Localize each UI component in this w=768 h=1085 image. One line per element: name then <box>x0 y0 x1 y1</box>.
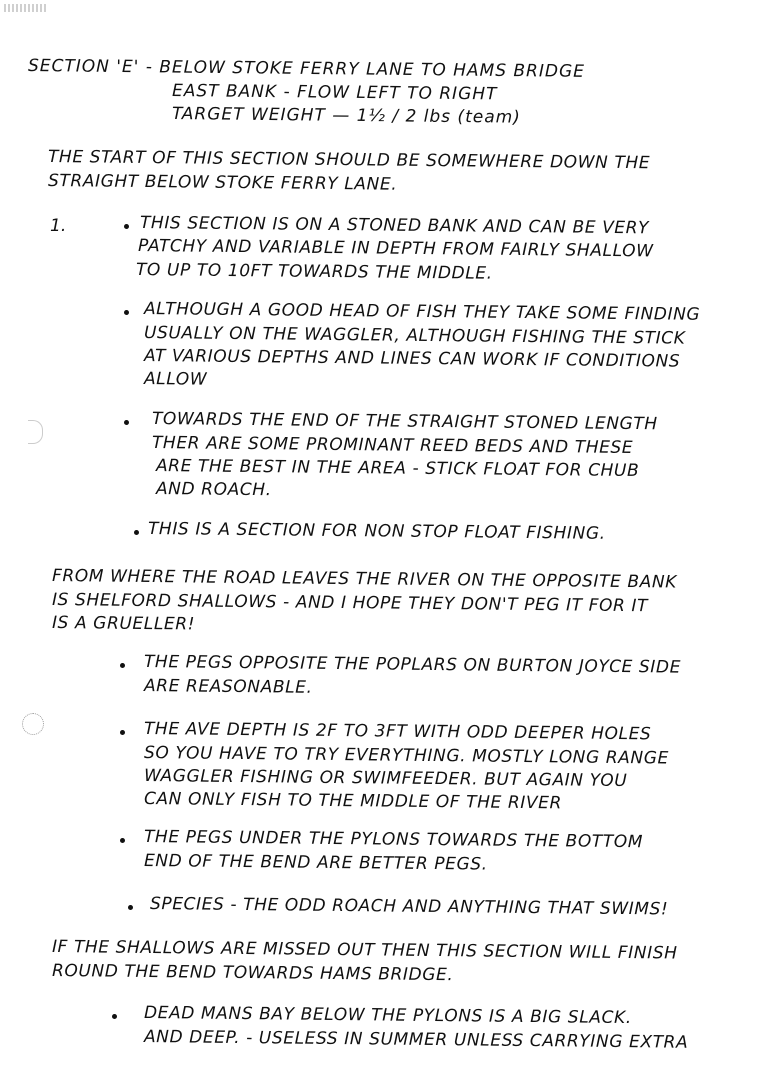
target-weight: TARGET WEIGHT — 1½ / 2 lbs (team) <box>171 104 521 128</box>
bank-flow: EAST BANK - FLOW LEFT TO RIGHT <box>171 81 498 105</box>
bullet-line: USUALLY ON THE WAGGLER, ALTHOUGH FISHING THE STICK <box>143 323 686 349</box>
bullet-line: AT VARIOUS DEPTHS AND LINES CAN WORK IF CONDITIONS <box>143 346 681 372</box>
para-line: ROUND THE BEND TOWARDS HAMS BRIDGE. <box>51 961 454 986</box>
bullet-line: THIS IS A SECTION FOR NON STOP FLOAT FISHING. <box>147 519 606 544</box>
bullet-line: CAN ONLY FISH TO THE MIDDLE OF THE RIVER <box>143 789 563 814</box>
bullet-dot <box>128 905 133 910</box>
bullet-line: ALLOW <box>143 369 208 390</box>
para-line: IS A GRUELLER! <box>51 613 196 635</box>
bullet-line: SO YOU HAVE TO TRY EVERYTHING. MOSTLY LONG RANGE <box>143 743 669 769</box>
para-line: IF THE SHALLOWS ARE MISSED OUT THEN THIS SECTION WILL FINISH <box>51 937 678 964</box>
intro-line: STRAIGHT BELOW STOKE FERRY LANE. <box>47 171 398 195</box>
bullet-line: THIS SECTION IS ON A STONED BANK AND CAN BE VERY <box>139 213 650 239</box>
intro-line: THE START OF THIS SECTION SHOULD BE SOMEWHERE DOWN THE <box>47 147 651 174</box>
bullet-line: ALTHOUGH A GOOD HEAD OF FISH THEY TAKE SOME FINDING <box>143 299 701 325</box>
item-number: 1. <box>50 216 67 236</box>
punch-hole-mark <box>22 713 44 735</box>
bullet-line: AND DEEP. - USELESS IN SUMMER UNLESS CARRYING EXTRA <box>143 1027 689 1053</box>
bullet-dot <box>124 224 129 229</box>
bullet-line: THE AVE DEPTH IS 2F TO 3FT WITH ODD DEEPER HOLES <box>143 719 652 745</box>
bullet-line: TO UP TO 10FT TOWARDS THE MIDDLE. <box>135 260 493 284</box>
para-line: IS SHELFORD SHALLOWS - AND I HOPE THEY DON'T PEG IT FOR IT <box>51 590 649 617</box>
bullet-dot <box>124 420 129 425</box>
bullet-line: SPECIES - THE ODD ROACH AND ANYTHING THAT SWIMS! <box>149 894 669 920</box>
bullet-dot <box>120 838 125 843</box>
bullet-line: PATCHY AND VARIABLE IN DEPTH FROM FAIRLY SHALLOW <box>137 236 654 262</box>
bullet-dot <box>120 730 125 735</box>
bullet-dot <box>112 1014 117 1019</box>
corner-scribble <box>4 4 48 12</box>
bullet-line: AND ROACH. <box>155 479 272 501</box>
bullet-line: ARE THE BEST IN THE AREA - STICK FLOAT FOR CHUB <box>155 456 640 482</box>
bullet-line: WAGGLER FISHING OR SWIMFEEDER. BUT AGAIN YOU <box>143 766 628 792</box>
punch-hole-shadow <box>28 420 43 444</box>
bullet-line: THE PEGS UNDER THE PYLONS TOWARDS THE BOTTOM <box>143 827 644 853</box>
bullet-line: END OF THE BEND ARE BETTER PEGS. <box>143 851 488 875</box>
bullet-line: THER ARE SOME PROMINANT REED BEDS AND THESE <box>151 433 634 459</box>
bullet-line: ARE REASONABLE. <box>143 676 313 698</box>
bullet-dot <box>124 310 129 315</box>
bullet-line: TOWARDS THE END OF THE STRAIGHT STONED LENGTH <box>151 409 658 435</box>
bullet-dot <box>134 530 139 535</box>
section-title: SECTION 'E' - BELOW STOKE FERRY LANE TO HAMS BRIDGE <box>27 56 586 82</box>
bullet-dot <box>120 663 125 668</box>
bullet-line: THE PEGS OPPOSITE THE POPLARS ON BURTON JOYCE SIDE <box>143 652 682 678</box>
para-line: FROM WHERE THE ROAD LEAVES THE RIVER ON THE OPPOSITE BANK <box>51 566 678 593</box>
bullet-line: DEAD MANS BAY BELOW THE PYLONS IS A BIG SLACK. <box>143 1003 632 1029</box>
